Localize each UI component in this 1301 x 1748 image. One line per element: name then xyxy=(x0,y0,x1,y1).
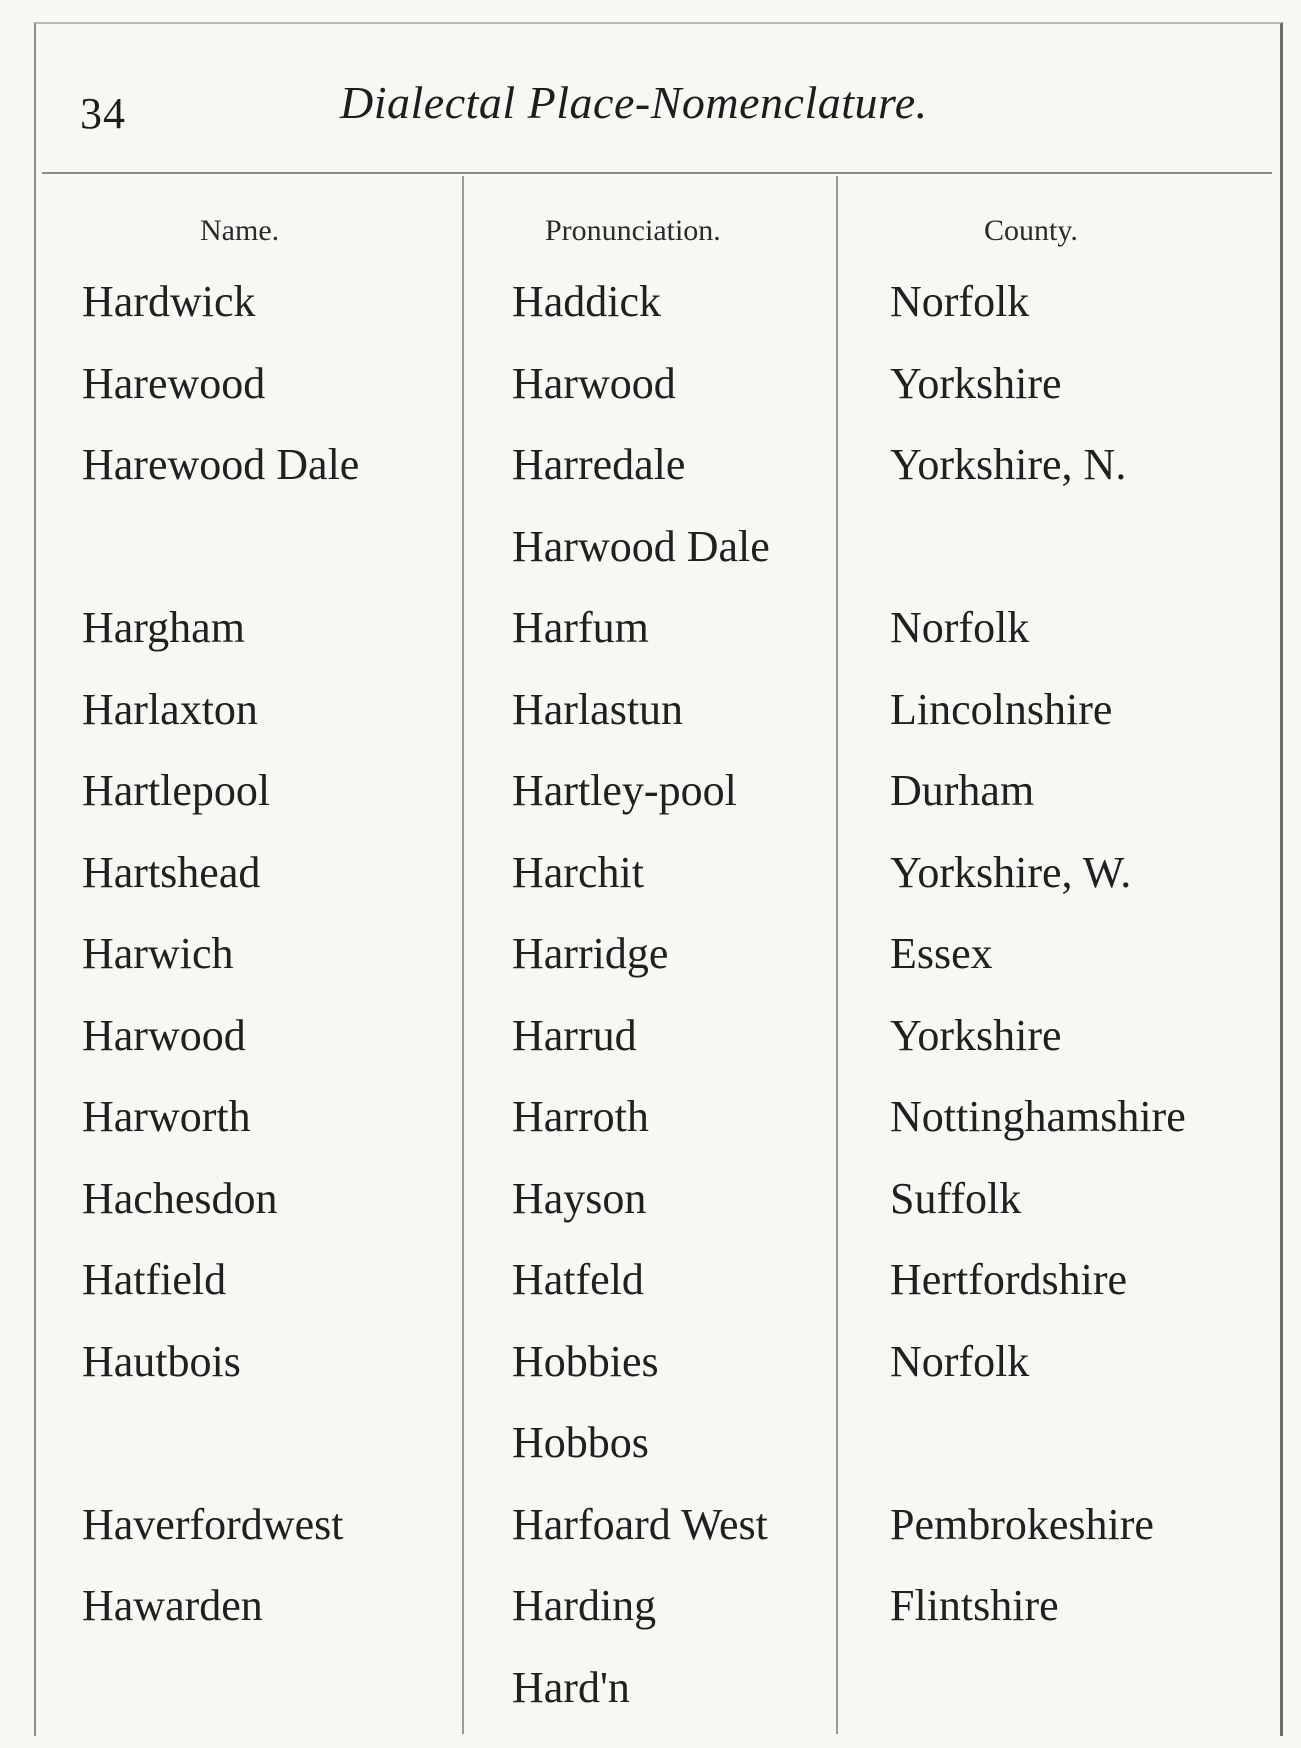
cell-pronunciation: Hobbos xyxy=(512,1418,649,1467)
table-row xyxy=(0,515,1301,597)
column-header-county: County. xyxy=(984,214,1078,247)
cell-county: Nottinghamshire xyxy=(890,1092,1186,1141)
header-rule xyxy=(42,172,1272,174)
cell-county: Durham xyxy=(890,766,1035,815)
cell-name: Hargham xyxy=(82,603,245,652)
cell-name: Harlaxton xyxy=(82,684,258,734)
table-row xyxy=(0,1248,1301,1330)
cell-pronunciation: Hartley-pool xyxy=(512,766,737,815)
table-row xyxy=(0,1330,1301,1412)
table-body xyxy=(0,270,1301,1737)
table-row xyxy=(0,922,1301,1004)
table-row xyxy=(0,352,1301,434)
cell-pronunciation: Harfum xyxy=(512,603,649,652)
table-row xyxy=(0,1085,1301,1167)
cell-county: Hertfordshire xyxy=(890,1255,1128,1304)
cell-county: Norfolk xyxy=(890,603,1030,652)
column-header-name: Name. xyxy=(200,214,280,247)
cell-county: Essex xyxy=(890,929,993,978)
table-row xyxy=(0,678,1301,760)
page-number: 34 xyxy=(80,89,126,138)
table-row xyxy=(0,1493,1301,1575)
cell-pronunciation: Harfoard West xyxy=(512,1499,768,1549)
cell-pronunciation: Harrud xyxy=(512,1010,637,1060)
cell-county: Norfolk xyxy=(890,277,1030,326)
cell-county: Flintshire xyxy=(890,1581,1059,1630)
cell-pronunciation: Harredale xyxy=(512,440,686,489)
cell-pronunciation: Hobbies xyxy=(512,1336,659,1386)
cell-county: Yorkshire xyxy=(890,1010,1062,1060)
cell-name: Harworth xyxy=(82,1092,251,1141)
cell-county: Yorkshire, N. xyxy=(890,440,1127,489)
cell-name: Hartshead xyxy=(82,847,261,897)
cell-county: Yorkshire xyxy=(890,358,1062,408)
cell-pronunciation: Harding xyxy=(512,1581,657,1630)
running-title: Dialectal Place-Nomenclature. xyxy=(340,77,928,128)
table-row xyxy=(0,1167,1301,1249)
cell-county: Suffolk xyxy=(890,1173,1022,1223)
cell-pronunciation: Harlastun xyxy=(512,684,684,734)
cell-name: Hachesdon xyxy=(82,1173,278,1223)
table-row xyxy=(0,270,1301,352)
cell-county: Yorkshire, W. xyxy=(890,847,1132,897)
cell-pronunciation: Hayson xyxy=(512,1173,647,1223)
cell-pronunciation: Harwood xyxy=(512,358,676,408)
cell-pronunciation: Hatfeld xyxy=(512,1255,644,1304)
cell-name: Harewood xyxy=(82,358,266,408)
cell-name: Harewood Dale xyxy=(82,440,360,489)
cell-pronunciation: Haddick xyxy=(512,277,662,326)
table-row xyxy=(0,841,1301,923)
cell-pronunciation: Hard'n xyxy=(512,1662,630,1712)
cell-county: Norfolk xyxy=(890,1336,1030,1386)
cell-name: Hardwick xyxy=(82,277,256,326)
cell-name: Harwood xyxy=(82,1010,246,1060)
cell-pronunciation: Harroth xyxy=(512,1092,649,1141)
cell-name: Hartlepool xyxy=(82,766,271,815)
cell-name: Hawarden xyxy=(82,1581,263,1630)
cell-name: Hautbois xyxy=(82,1336,241,1386)
cell-pronunciation: Harridge xyxy=(512,929,669,978)
cell-name: Haverfordwest xyxy=(82,1499,344,1549)
table-row xyxy=(0,1574,1301,1656)
cell-pronunciation: Harwood Dale xyxy=(512,521,770,571)
table-row xyxy=(0,433,1301,515)
cell-name: Hatfield xyxy=(82,1255,227,1304)
table-row xyxy=(0,1656,1301,1738)
table-row xyxy=(0,596,1301,678)
cell-county: Lincolnshire xyxy=(890,684,1113,734)
cell-pronunciation: Harchit xyxy=(512,847,644,897)
cell-county: Pembrokeshire xyxy=(890,1499,1154,1549)
table-row xyxy=(0,759,1301,841)
table-row xyxy=(0,1411,1301,1493)
table-row xyxy=(0,1004,1301,1086)
cell-name: Harwich xyxy=(82,929,234,978)
column-header-pronunciation: Pronunciation. xyxy=(545,214,721,247)
